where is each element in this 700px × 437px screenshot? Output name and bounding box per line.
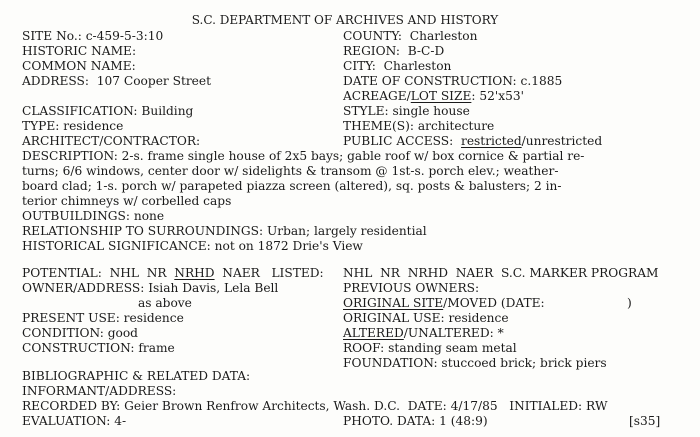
date-of-construction: DATE OF CONSTRUCTION: c.1885 (343, 74, 563, 88)
foundation: FOUNDATION: stuccoed brick; brick piers (343, 356, 607, 370)
altered-label: ALTERED (343, 326, 404, 340)
city: CITY: Charleston (343, 59, 452, 73)
form-header: S.C. DEPARTMENT OF ARCHIVES AND HISTORY (191, 13, 499, 27)
description-line-4: terior chimneys w/ corbelled caps (22, 194, 232, 208)
potential (22, 266, 324, 281)
altered-unaltered (343, 326, 504, 341)
architect-contractor: ARCHITECT/CONTRACTOR: (22, 134, 201, 148)
site-number: SITE No.: c-459-5-3:10 (22, 29, 164, 43)
potential-nrhd: NRHD (174, 266, 215, 280)
recorded-by: RECORDED BY: Geier Brown Renfrow Architects, Wash. D.C. DATE: 4/17/85 INITIALED: RW (22, 399, 608, 413)
potential-label: POTENTIAL: NHL NR (22, 266, 175, 280)
region: REGION: B-C-D (343, 44, 445, 58)
present-use: PRESENT USE: residence (22, 311, 184, 325)
lot-size-label: LOT SIZE (410, 89, 472, 103)
owner-address: OWNER/ADDRESS: Isiah Davis, Lela Bell (22, 281, 279, 295)
public-access-unrestricted: /unrestricted (521, 134, 603, 148)
original-use: ORIGINAL USE: residence (343, 311, 509, 325)
classification: CLASSIFICATION: Building (22, 104, 194, 118)
potential-rest: NAER LISTED: (214, 266, 324, 280)
owner-address-line-2: as above (138, 296, 192, 310)
relationship-to-surroundings: RELATIONSHIP TO SURROUNDINGS: Urban; largely residential (22, 224, 427, 238)
historic-name: HISTORIC NAME: (22, 44, 137, 58)
bibliographic-data: BIBLIOGRAPHIC & RELATED DATA: (22, 369, 251, 383)
style: STYLE: single house (343, 104, 470, 118)
themes: THEME(S): architecture (343, 119, 495, 133)
public-access-restricted: restricted (461, 134, 522, 148)
acreage-label: ACREAGE/ (343, 89, 411, 103)
public-access-label: PUBLIC ACCESS: (343, 134, 462, 148)
type: TYPE: residence (22, 119, 124, 133)
construction: CONSTRUCTION: frame (22, 341, 175, 355)
moved-date-close: ) (627, 296, 632, 310)
listed-options: NHL NR NRHD NAER S.C. MARKER PROGRAM (343, 266, 659, 280)
acreage-lot-size (343, 89, 524, 104)
moved-date-label: /MOVED (DATE: (443, 296, 545, 310)
condition: CONDITION: good (22, 326, 138, 340)
informant-address: INFORMANT/ADDRESS: (22, 384, 177, 398)
unaltered-label: /UNALTERED: * (403, 326, 504, 340)
original-site-moved (343, 296, 545, 311)
common-name: COMMON NAME: (22, 59, 136, 73)
lot-size-value: : 52'x53' (471, 89, 524, 103)
outbuildings: OUTBUILDINGS: none (22, 209, 165, 223)
description-line-2: turns; 6/6 windows, center door w/ sidelights & transom @ 1st-s. porch elev.; weather- (22, 164, 559, 178)
evaluation: EVALUATION: 4- (22, 414, 127, 428)
original-site-label: ORIGINAL SITE (343, 296, 444, 310)
previous-owners: PREVIOUS OWNERS: (343, 281, 480, 295)
historical-significance: HISTORICAL SIGNIFICANCE: not on 1872 Drie's View (22, 239, 363, 253)
county: COUNTY: Charleston (343, 29, 478, 43)
roof: ROOF: standing seam metal (343, 341, 517, 355)
photo-data: PHOTO. DATA: 1 (48:9) (343, 414, 488, 428)
public-access (343, 134, 602, 149)
description-line-1: DESCRIPTION: 2-s. frame single house of 2x5 bays; gable roof w/ box cornice & partial re- (22, 149, 585, 163)
sheet-id: [s35] (629, 414, 661, 428)
address: ADDRESS: 107 Cooper Street (22, 74, 212, 88)
description-line-3: board clad; 1-s. porch w/ parapeted piazza screen (altered), sq. posts & balusters; 2 in- (22, 179, 562, 193)
